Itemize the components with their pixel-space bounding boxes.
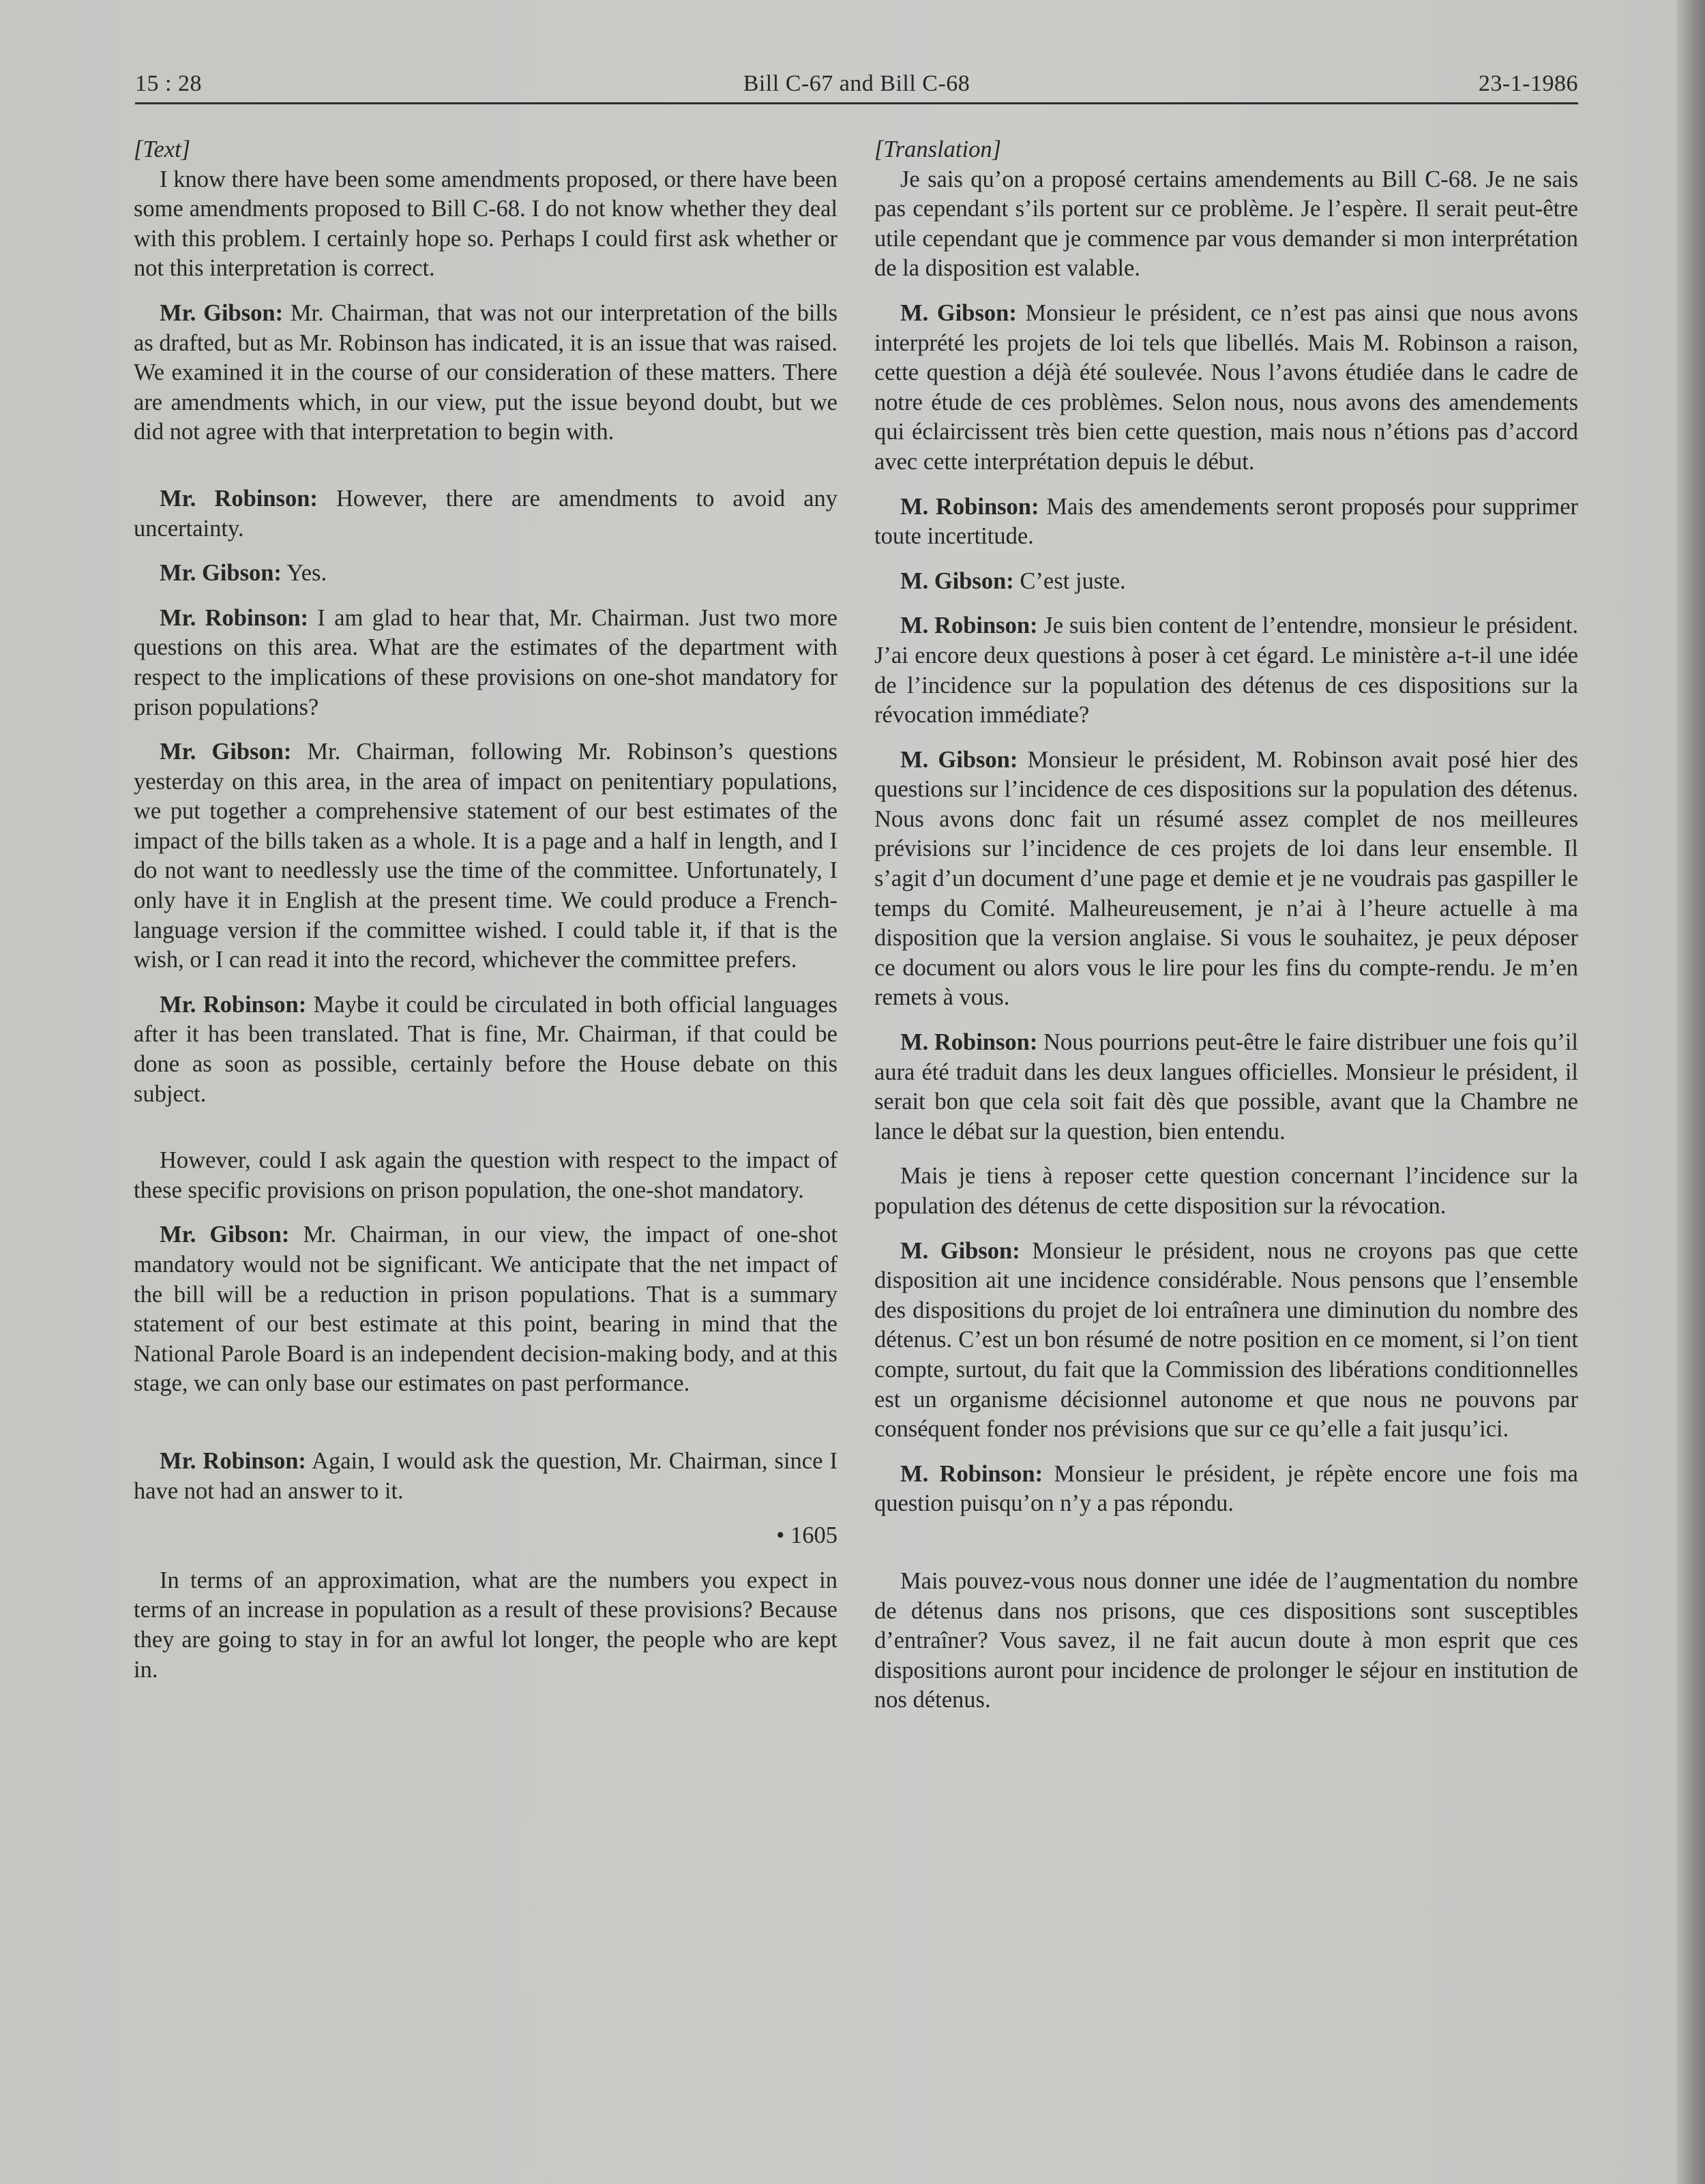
speaker-name: M. Robinson:	[900, 613, 1038, 639]
speaker-name: Mr. Gibson:	[160, 560, 282, 587]
paragraph: Mais pouvez-vous nous donner une idée de l’augmentation du nombre de détenus dans nos prisons, que ces dispositions sont susceptibles d’entraîner? Vous savez, il ne fait aucun doute à mon esprit que ces dispositions auront pour incidence de prolonger le séjour en institution de nos détenus.	[874, 1567, 1578, 1713]
speaker-name: M. Robinson:	[900, 1460, 1043, 1487]
speaker-name: Mr. Gibson:	[160, 299, 284, 326]
speaker-name: Mr. Gibson:	[160, 739, 292, 765]
paragraph	[134, 559, 837, 589]
paragraph	[134, 484, 837, 544]
paragraph	[134, 1220, 837, 1399]
speaker-name: M. Gibson:	[900, 1237, 1020, 1264]
speech-text: Again, I would ask the question, Mr. Chairman, since I have not had an answer to it.	[134, 1447, 837, 1504]
paragraph: Mais je tiens à reposer cette question concernant l’incidence sur la population des détenus de cette disposition sur la révocation.	[874, 1163, 1578, 1219]
paragraph	[134, 299, 837, 447]
speaker-name: M. Robinson:	[900, 1029, 1038, 1056]
language-tag: [Text]	[134, 136, 191, 162]
speech-text: Monsieur le président, nous ne croyons pas que cette disposition ait une incidence considérable. Nous pensons que l’ensemble des dispositions du projet de loi entraînera une diminution du nombre des détenus. C’est un bon résumé de notre position en ce moment, si l’on tient compte, surtout, du fait que la Commission des libérations conditionnelles est un organisme décisionnel autonome et que nous ne pouvons par conséquent fonder nos prévisions que sur ce qu’elle a fait jusqu’ici.	[874, 1237, 1578, 1443]
paragraph	[874, 1028, 1578, 1147]
paragraph	[874, 1237, 1578, 1445]
speech-text: Monsieur le président, je répète encore une fois ma question puisqu’on n’y a pas répondu.	[874, 1460, 1578, 1517]
paragraph: In terms of an approximation, what are the numbers you expect in terms of an increase in population as a result of these provisions? Because they are going to stay in for an awful lot longer, the people who are kept in.	[134, 1567, 837, 1683]
paragraph	[874, 492, 1578, 552]
english-column	[134, 135, 837, 1700]
speaker-name: M. Robinson:	[900, 493, 1039, 520]
speech-text: Mais des amendements seront proposés pour supprimer toute incertitude.	[874, 493, 1579, 550]
paragraph	[874, 567, 1578, 597]
speech-text: Monsieur le président, ce n’est pas ainsi que nous avons interprété les projets de loi tels que libellés. Mais M. Robinson a raison, cette question a déjà été soulevée. Nous l’avons étudiée dans le cadre de notre étude de ces problèmes. Selon nous, nous avons des amendements qui éclaircissent très bien cette question, mais nous n’étions pas d’accord avec cette interprétation depuis le début.	[874, 299, 1578, 475]
paragraph: Je sais qu’on a proposé certains amendements au Bill C-68. Je ne sais pas cependant s’ils portent sur ce problème. Je l’espère. Il serait peut-être utile cependant que je commence par vous demander si mon interprétation de la disposition est valable.	[874, 166, 1578, 282]
paragraph	[134, 990, 837, 1109]
speaker-name: Mr. Robinson:	[160, 604, 309, 631]
speaker-name: Mr. Gibson:	[160, 1222, 290, 1248]
speech-text: Mr. Chairman, in our view, the impact of one-shot mandatory would not be significant. We anticipate that the net impact of the bill will be a reduction in prison populations. That is a summary statement of our best estimate at this point, bearing in mind that the National Parole Board is an independent decision-making body, and at this stage, we can only base our estimates on past performance.	[134, 1222, 837, 1397]
speech-text: I am glad to hear that, Mr. Chairman. Just two more questions on this area. What are the estimates of the department with respect to the implications of these provisions on one-shot mandatory for prison populations?	[134, 604, 837, 720]
speaker-name: M. Gibson:	[900, 567, 1014, 594]
header-rule	[135, 102, 1578, 104]
paragraph	[134, 737, 837, 975]
speech-text: Yes.	[281, 560, 327, 587]
speech-text: However, there are amendments to avoid any uncertainty.	[134, 485, 837, 542]
paragraph: I know there have been some amendments proposed, or there have been some amendments proposed to Bill C-68. I do not know whether they deal with this problem. I certainly hope so. Perhaps I could first ask whether or not this interpretation is correct.	[134, 166, 837, 282]
running-header	[135, 71, 1578, 98]
speaker-name: Mr. Robinson:	[160, 991, 307, 1018]
paragraph	[134, 604, 837, 722]
paragraph: However, could I ask again the question with respect to the impact of these specific provisions on prison population, the one-shot mandatory.	[134, 1147, 837, 1203]
paragraph	[134, 1447, 837, 1506]
paragraph	[874, 611, 1578, 730]
speaker-name: M. Gibson:	[900, 299, 1017, 326]
header-title: Bill C-67 and Bill C-68	[743, 71, 970, 96]
speech-text: Maybe it could be circulated in both official languages after it has been translated. That is fine, Mr. Chairman, if that could be done as soon as possible, certainly before the House debate on this subject.	[134, 991, 837, 1107]
speech-text: Mr. Chairman, following Mr. Robinson’s questions yesterday on this area, in the area of impact on penitentiary populations, we put together a comprehensive statement of our best estimates of the impact of the bills taken as a whole. It is a page and a half in length, and I do not want to needlessly use the time of the committee. Unfortunately, I only have it in English at the present time. We could produce a French-language version if the committee wished. I could table it, if that is the wish, or I can read it into the record, whichever the committee prefers.	[134, 739, 837, 973]
french-column	[874, 135, 1578, 1730]
speaker-name: M. Gibson:	[900, 746, 1018, 773]
language-tag: [Translation]	[874, 136, 1001, 162]
time-marker: • 1605	[776, 1522, 837, 1549]
paragraph	[874, 1460, 1578, 1519]
speech-text: Monsieur le président, M. Robinson avait posé hier des questions sur l’incidence de ces dispositions sur la population des détenus. Nous avons donc fait un résumé assez complet de nos meilleures prévisions sur l’incidence de ces projets de loi dans leur ensemble. Il s’agit d’un document d’une page et demie et je ne voudrais pas gaspiller le temps du Comité. Malheureusement, je n’ai à l’heure actuelle à ma disposition que la version anglaise. Si vous le souhaitez, je peux déposer ce document ou alors vous le lire pour les fins du compte-rendu. Je m’en remets à vous.	[874, 746, 1578, 1011]
speaker-name: Mr. Robinson:	[160, 1447, 306, 1474]
speech-text: Nous pourrions peut-être le faire distribuer une fois qu’il aura été traduit dans les deux langues officielles. Monsieur le président, il serait bon que cela soit fait dès que possible, avant que la Chambre ne lance le débat sur la question, bien entendu.	[874, 1029, 1578, 1145]
paragraph	[874, 299, 1578, 477]
speech-text: Mr. Chairman, that was not our interpretation of the bills as drafted, but as Mr. Robinson has indicated, it is an issue that was raised. We examined it in the course of our consideration of these matters. There are amendments which, in our view, put the issue beyond doubt, but we did not agree with that interpretation to begin with.	[134, 299, 837, 445]
speech-text: C’est juste.	[1013, 567, 1126, 594]
speech-text: Je suis bien content de l’entendre, monsieur le président. J’ai encore deux questions à poser à cet égard. Le ministère a-t-il une idée de l’incidence sur la population des détenus de ces dispositions sur la révocation immédiate?	[874, 613, 1578, 728]
paragraph	[874, 746, 1578, 1013]
page-number: 15 : 28	[135, 71, 202, 96]
speaker-name: Mr. Robinson:	[160, 485, 318, 512]
page-edge-shadow	[1676, 0, 1705, 2184]
header-date: 23-1-1986	[1478, 71, 1578, 96]
